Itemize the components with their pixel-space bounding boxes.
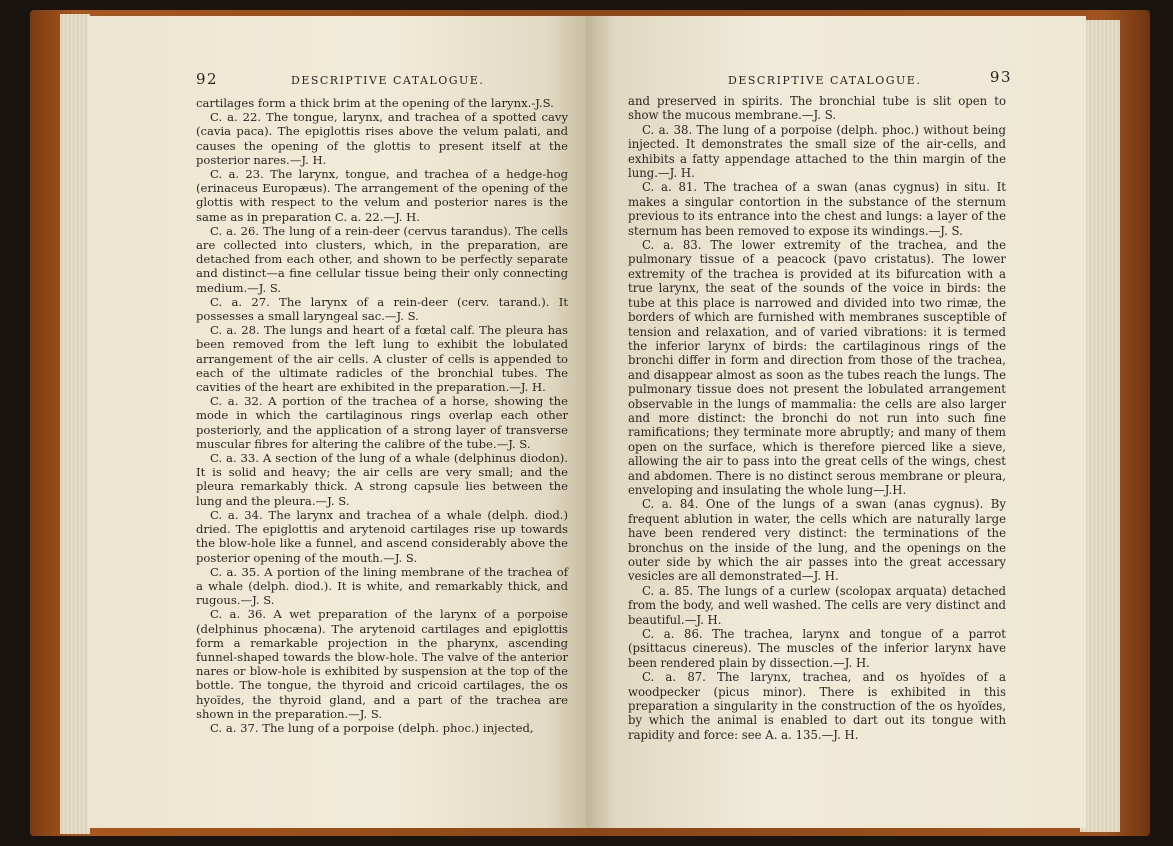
page-edges-left <box>60 14 90 834</box>
right-paragraph: C. a. 87. The larynx, trachea, and os hyoïdes of a woodpecker (picus minor). There is exhibited in this preparation a singularity in the construction of the os hyoïdes, by which the animal is enabled to dart out its tongue with rapidity and force: see A. a. 135.—J. H. <box>628 670 1006 742</box>
left-paragraph: C. a. 28. The lungs and heart of a fœtal calf. The pleura has been removed from the left lung to exhibit the lobulated arrangement of the air cells. A cluster of cells is appended to each of the ultimate radicles of the bronchial tubes. The cavities of the heart are exhibited in the preparation.—J. H. <box>196 323 568 395</box>
left-paragraph: C. a. 36. A wet preparation of the larynx of a porpoise (delphinus phocæna). The arytenoid cartilages and epiglottis form a remarkable projection in the pharynx, ascending funnel-shaped towards the blow-hole. The valve of the anterior nares or blow-hole is exhibited by suspension at the top of the bottle. The tongue, the thyroid and cricoid cartilages, the os hyoïdes, the thyroid gland, and a part of the trachea are shown in the preparation.—J. S. <box>196 607 568 721</box>
left-paragraph: C. a. 23. The larynx, tongue, and trachea of a hedge-hog (erinaceus Europæus). The arrangement of the opening of the glottis with respect to the velum and posterior nares is the same as in preparation C. a. 22.—J. H. <box>196 167 568 224</box>
right-running-head <box>628 68 1012 94</box>
right-page-number: 93 <box>989 68 1012 86</box>
right-paragraph: C. a. 85. The lungs of a curlew (scolopax arquata) detached from the body, and well washed. The cells are very distinct and beautiful.—J. H. <box>628 583 1006 627</box>
right-paragraph: C. a. 38. The lung of a porpoise (delph. phoc.) without being injected. It demonstrates the small size of the air-cells, and exhibits a fatty appendage attached to the thin margin of the lung.—J. H. <box>628 122 1006 181</box>
left-paragraph: C. a. 22. The tongue, larynx, and trachea of a spotted cavy (cavia paca). The epiglottis rises above the velum palati, and causes the opening of the glottis to present itself at the posterior nares.—J. H. <box>196 110 568 167</box>
right-paragraph: and preserved in spirits. The bronchial tube is slit open to show the mucous membrane.—J. S. <box>628 94 1006 123</box>
page-edges-right <box>1080 20 1120 832</box>
left-page <box>88 16 586 828</box>
left-running-head <box>196 70 568 96</box>
left-paragraph: C. a. 27. The larynx of a rein-deer (cerv. tarand.). It possesses a small laryngeal sac.—J. S. <box>196 294 568 324</box>
right-paragraph: C. a. 84. One of the lungs of a swan (anas cygnus). By frequent ablution in water, the cells which are naturally large have been rendered very distinct: the terminations of the bronchus on the inside of the lung, and the openings on the outer side by which the air passes into the great accessary vesicles are all demonstrated—J. H. <box>628 497 1006 584</box>
left-running-title: DESCRIPTIVE CATALOGUE. <box>291 74 485 87</box>
left-paragraph: C. a. 32. A portion of the trachea of a horse, showing the mode in which the cartilaginous rings overlap each other posteriorly, and the application of a strong layer of transverse muscular fibres for altering the calibre of the tube.—J. S. <box>196 394 568 451</box>
right-paragraph: C. a. 86. The trachea, larynx and tongue of a parrot (psittacus cinereus). The muscles of the inferior larynx have been rendered plain by dissection.—J. H. <box>628 627 1006 670</box>
right-paragraph: C. a. 83. The lower extremity of the trachea, and the pulmonary tissue of a peacock (pavo cristatus). The lower extremity of the trachea is provided at its bifurcation with a true larynx, the seat of the sounds of the voice in birds: the tube at this place is narrowed and divided into two rimæ, the borders of which are furnished with membranes susceptible of tension and relaxation, and of varied vibrations: it is termed the inferior larynx of birds: the cartilaginous rings of the bronchi differ in form and direction from those of the trachea, and disappear almost as soon as the tubes reach the lungs. The pulmonary tissue does not present the lobulated arrangement observable in the lungs of mammalia: the cells are also larger and more distinct: the bronchi do not run into such fine ramifications; they terminate more abruptly; and many of them open on the surface, which is therefore pierced like a sieve, allowing the air to pass into the great cells of the wings, chest and abdomen. There is no distinct serous membrane or pleura, enveloping and insulating the whole lung—J.H. <box>628 238 1006 497</box>
left-paragraph: cartilages form a thick brim at the opening of the larynx.-J.S. <box>196 96 554 110</box>
left-paragraph: C. a. 34. The larynx and trachea of a whale (delph. diod.) dried. The epiglottis and arytenoid cartilages rise up towards the blow-hole like a funnel, and ascend considerably above the posterior opening of the mouth.—J. S. <box>196 507 568 565</box>
left-paragraph: C. a. 33. A section of the lung of a whale (delphinus diodon). It is solid and heavy; the air cells are very small; and the pleura remarkably thick. A strong capsule lies between the lung and the pleura.—J. S. <box>196 451 568 508</box>
right-running-title: DESCRIPTIVE CATALOGUE. <box>728 74 922 87</box>
left-paragraph: C. a. 26. The lung of a rein-deer (cervus tarandus). The cells are collected into clusters, which, in the preparation, are detached from each other, and shown to be perfectly separate and distinct—a fine cellular tissue being their only connecting medium.—J. S. <box>196 223 568 295</box>
left-page-number: 92 <box>196 70 219 88</box>
left-paragraph: C. a. 35. A portion of the lining membrane of the trachea of a whale (delph. diod.). It is white, and remarkably thick, and rugous.—J. S. <box>196 564 568 608</box>
left-paragraph: C. a. 37. The lung of a porpoise (delph. phoc.) injected, <box>210 720 534 735</box>
right-paragraph: C. a. 81. The trachea of a swan (anas cygnus) in situ. It makes a singular contortion in the substance of the sternum previous to its entrance into the chest and lungs: a layer of the sternum has been removed to expose its windings.—J. S. <box>628 180 1006 238</box>
right-page <box>586 16 1086 828</box>
